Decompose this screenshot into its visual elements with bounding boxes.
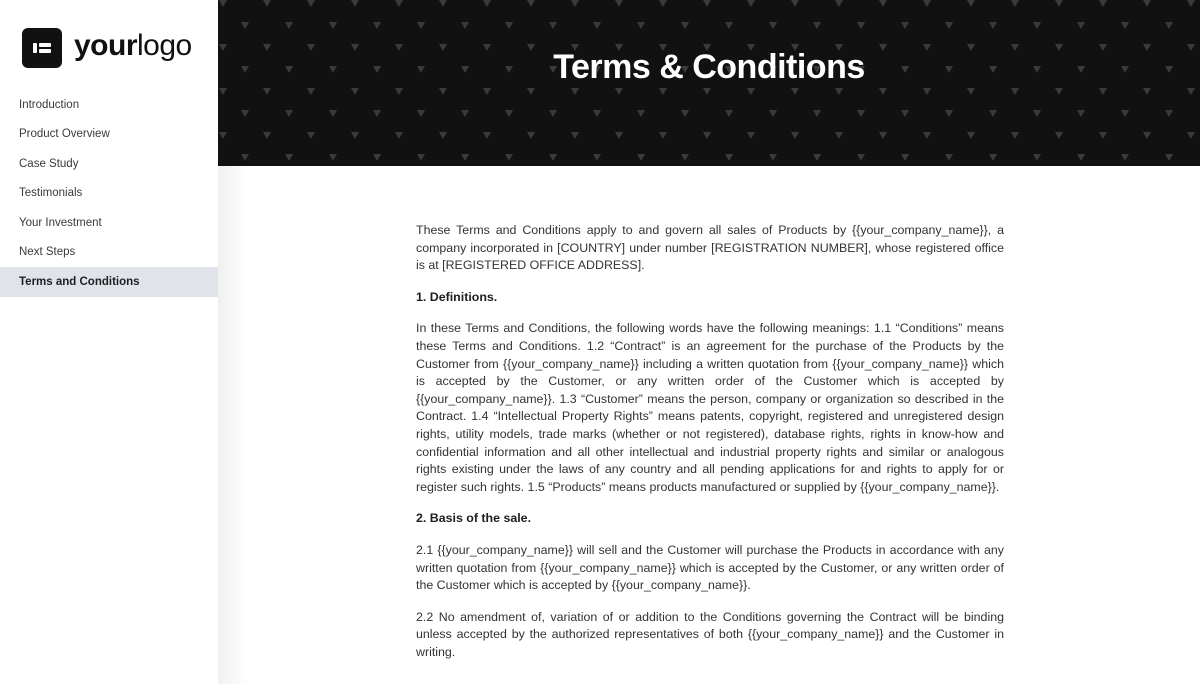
sidebar-item-terms-and-conditions[interactable]: Terms and Conditions (0, 267, 218, 297)
logo-mark-icon (22, 28, 62, 68)
section-paragraph: In these Terms and Conditions, the following words have the following meanings: 1.1 “Conditions” means these Terms and Conditions. 1.2 “Contract” is an agreement for the purchase of the Products by the Customer from {{your_company_name}} including a written quotation from {{your_company_name}} which is accepted by the Customer, or any written order of the Customer which is accepted by {{your_company_name}}. 1.3 “Customer” means the person, company or organization so described in the Contract. 1.4 “Intellectual Property Rights” means patents, copyright, registered and unregistered design rights, utility models, trade marks (whether or not registered), database rights, rights in know-how and confidential information and all other intellectual and industrial property rights and similar or analogous rights existing under the laws of any country and all pending applications for and rights to apply for or register such rights. 1.5 “Products” means products manufactured or supplied by {{your_company_name}}. (416, 321, 1004, 494)
page-title: Terms & Conditions (553, 48, 865, 86)
sidebar-item-introduction[interactable]: Introduction (19, 98, 80, 111)
sidebar-shadow (218, 166, 248, 684)
section-paragraph: 2.1 {{your_company_name}} will sell and the Customer will purchase the Products in accordance with any written quotation from {{your_company_name}} which is accepted by the Customer, or any written order of the Customer which is accepted by {{your_company_name}}. (416, 542, 1004, 593)
header-banner (218, 0, 1200, 166)
sidebar-item-testimonials[interactable]: Testimonials (19, 187, 83, 200)
sidebar-nav (0, 90, 218, 297)
sidebar-item-your-investment[interactable]: Your Investment (19, 216, 102, 229)
logo-text-light: logo (137, 29, 192, 62)
sidebar-item-case-study[interactable]: Case Study (19, 157, 79, 170)
sidebar-item-product-overview[interactable]: Product Overview (19, 128, 110, 141)
logo-text (74, 26, 192, 66)
logo-text-bold: your (74, 29, 138, 62)
intro-paragraph: These Terms and Conditions apply to and govern all sales of Products by {{your_company_name}}, a company incorporated in [COUNTRY] under number [REGISTRATION NUMBER], whose registered office is at [REGISTERED OFFICE ADDRESS]. (416, 223, 1004, 273)
sidebar-item-next-steps[interactable]: Next Steps (19, 246, 76, 259)
document-body (416, 222, 1004, 675)
section-heading: 2. Basis of the sale. (416, 511, 532, 526)
sidebar (0, 0, 218, 684)
logo[interactable] (22, 28, 192, 68)
section-paragraph: 2.2 No amendment of, variation of or addition to the Conditions governing the Contract will be binding unless accepted by the authorized representatives of both {{your_company_name}} and the Customer in writing. (416, 609, 1004, 659)
section-heading: 1. Definitions. (416, 289, 498, 304)
